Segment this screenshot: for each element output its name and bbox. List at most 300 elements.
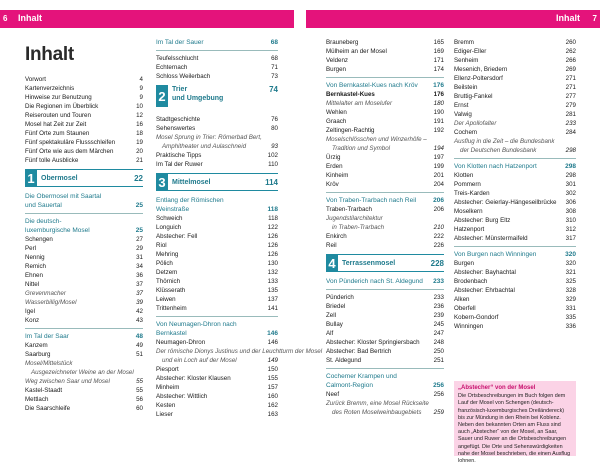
toc-entry-page: 157	[267, 384, 278, 391]
toc-entry-label: Fünf Orte zum Staunen	[25, 130, 90, 137]
toc-entry-label: Klüsserath	[156, 287, 186, 294]
toc-entry[interactable]	[25, 235, 143, 244]
toc-entry[interactable]	[25, 395, 143, 404]
toc-entry[interactable]	[326, 171, 444, 180]
toc-entry-page: 56	[136, 396, 143, 403]
toc-entry[interactable]	[326, 153, 444, 162]
toc-entry-label: Ellenz-Poltersdorf	[454, 75, 503, 82]
toc-entry[interactable]	[326, 408, 444, 417]
toc-entry[interactable]	[454, 268, 576, 277]
toc-entry-label: Grevenmacher	[25, 290, 66, 297]
toc-entry-label: Ernst	[454, 102, 469, 109]
right-page-header	[306, 10, 600, 28]
toc-entry-label: Abstecher: Geierlay-Hängeseilbrücke	[454, 199, 557, 206]
section-heading[interactable]: Im Tal der Sauer 68	[156, 39, 278, 46]
toc-entry[interactable]	[156, 115, 278, 124]
toc-entry-label: Lieser	[156, 411, 173, 418]
toc-entry-page: 321	[565, 269, 576, 276]
info-box	[454, 381, 576, 465]
toc-entry-page: 271	[565, 84, 576, 91]
left-page-number: 6	[3, 14, 8, 23]
toc-entry-label: Nennig	[25, 254, 45, 261]
toc-entry[interactable]	[326, 347, 444, 356]
toc-entry[interactable]	[454, 180, 576, 189]
toc-entry[interactable]	[156, 250, 278, 259]
toc-entry-label: Tradition und Symbol	[332, 145, 391, 152]
toc-entry[interactable]	[454, 207, 576, 216]
toc-entry-label: Bullay	[326, 321, 343, 328]
toc-entry-page: 204	[433, 181, 444, 188]
toc-entry[interactable]	[326, 338, 444, 347]
section-heading[interactable]: Die Obermosel mit Saartal und Sauertal 25	[25, 193, 143, 209]
toc-entry[interactable]	[156, 356, 278, 365]
toc-entry[interactable]	[25, 111, 143, 120]
toc-entry[interactable]	[326, 38, 444, 47]
chapter-4-header[interactable]	[326, 253, 444, 273]
toc-entry[interactable]	[454, 119, 576, 128]
toc-entry[interactable]	[25, 253, 143, 262]
toc-entry-page: 43	[136, 317, 143, 324]
toc-entry-page: 256	[433, 391, 444, 398]
toc-entry-label: Abstecher: Fell	[156, 233, 198, 240]
toc-entry[interactable]	[326, 390, 444, 399]
toc-entry[interactable]	[156, 268, 278, 277]
toc-column-4	[454, 38, 576, 331]
toc-entry-label: Zeltingen-Rachtig	[326, 127, 375, 134]
chapter-number: 3	[156, 173, 168, 191]
toc-entry-label: Konz	[25, 317, 40, 324]
toc-entry-page: 306	[565, 199, 576, 206]
toc-entry[interactable]	[25, 93, 143, 102]
toc-entry-page: 236	[433, 303, 444, 310]
toc-entry[interactable]	[454, 216, 576, 225]
toc-entry-page: 102	[267, 152, 278, 159]
toc-entry-label: Alf	[326, 330, 334, 337]
section-entries	[326, 205, 444, 250]
toc-entry[interactable]	[25, 386, 143, 395]
toc-entry-page: 12	[136, 112, 143, 119]
toc-entry-page: 176	[433, 91, 444, 98]
toc-entry-page: 250	[433, 348, 444, 355]
toc-entry-label: Graach	[326, 118, 347, 125]
intro-list	[25, 75, 143, 165]
toc-entry[interactable]	[156, 54, 278, 63]
toc-entry-page: 262	[565, 48, 576, 55]
toc-entry[interactable]	[326, 302, 444, 311]
toc-entry-label: Traben-Trarbach	[326, 206, 372, 213]
section-entries	[156, 214, 278, 313]
toc-entry-label: Weg zwischen Saar und Mosel	[25, 378, 110, 385]
toc-entry-page: 248	[433, 339, 444, 346]
page-title: Inhalt	[25, 44, 74, 65]
toc-entry[interactable]	[454, 295, 576, 304]
chapter-page: 22	[134, 173, 143, 183]
toc-entry[interactable]	[156, 347, 323, 356]
toc-entry-label: Thörnich	[156, 278, 181, 285]
toc-entry[interactable]	[25, 359, 143, 368]
toc-entry-page: 302	[565, 190, 576, 197]
toc-entry[interactable]	[156, 124, 278, 133]
toc-entry-label: Mettlach	[25, 396, 49, 403]
toc-entry[interactable]	[156, 223, 278, 232]
toc-entry-label: Brauneberg	[326, 39, 359, 46]
toc-entry[interactable]	[156, 401, 278, 410]
right-page-number: 7	[592, 14, 597, 23]
toc-entry-label: Mosel/Mittelstück	[25, 360, 73, 367]
toc-entry[interactable]	[156, 304, 278, 313]
toc-entry[interactable]	[25, 316, 143, 325]
toc-entry-label: Leiwen	[156, 296, 176, 303]
toc-entry[interactable]	[156, 277, 278, 286]
toc-entry[interactable]	[156, 241, 278, 250]
toc-entry[interactable]	[156, 142, 278, 151]
toc-entry-label: Wasserbillig/Mosel	[25, 299, 77, 306]
toc-entry-label: Detzem	[156, 269, 178, 276]
toc-entry-label: Abstecher: Bayhachtal	[454, 269, 516, 276]
toc-entry-label: Ausgezeichneter Weine an der Mosel	[31, 369, 134, 376]
toc-entry[interactable]	[326, 205, 444, 214]
toc-entry-page: 165	[433, 39, 444, 46]
toc-entry-label: in Traben-Trarbach	[332, 224, 385, 231]
toc-entry-label: Amphitheater und Aulaschneid	[162, 143, 247, 150]
toc-entry[interactable]	[454, 189, 576, 198]
toc-entry[interactable]	[454, 322, 576, 331]
toc-entry[interactable]	[156, 295, 278, 304]
toc-column-1	[25, 75, 143, 413]
toc-entry-page: 130	[267, 260, 278, 267]
toc-entry[interactable]	[156, 133, 278, 142]
toc-entry-page: 155	[267, 375, 278, 382]
divider	[326, 192, 444, 193]
toc-entry[interactable]	[25, 138, 143, 147]
toc-entry[interactable]	[25, 404, 143, 413]
toc-entry[interactable]	[326, 311, 444, 320]
toc-entry-page: 312	[565, 226, 576, 233]
section-entries	[326, 38, 444, 74]
toc-entry-page: 16	[136, 121, 143, 128]
toc-entry[interactable]	[25, 368, 143, 377]
toc-entry-label: Schloss Weilerbach	[156, 73, 211, 80]
toc-entry-page: 118	[268, 215, 278, 222]
toc-entry[interactable]	[454, 101, 576, 110]
toc-entry-page: 42	[136, 308, 143, 315]
toc-entry-page: 271	[565, 75, 576, 82]
toc-entry[interactable]	[326, 56, 444, 65]
toc-entry[interactable]	[326, 117, 444, 126]
toc-entry[interactable]	[156, 365, 278, 374]
chapter-number: 2	[156, 85, 168, 107]
toc-entry[interactable]	[454, 47, 576, 56]
divider	[326, 368, 444, 369]
toc-entry-page: 122	[267, 224, 278, 231]
divider	[326, 289, 444, 290]
toc-entry-page: 19	[136, 139, 143, 146]
toc-entry[interactable]	[454, 198, 576, 207]
toc-entry-page: 73	[271, 73, 278, 80]
toc-entry[interactable]	[326, 99, 444, 108]
section-heading[interactable]: Cochemer Krampen und Calmont-Region 256	[326, 373, 444, 389]
toc-entry-label: Kobern-Gondorf	[454, 314, 499, 321]
toc-entry-label: Erden	[326, 163, 343, 170]
toc-entry-label: Longuich	[156, 224, 182, 231]
toc-entry[interactable]	[156, 259, 278, 268]
toc-entry[interactable]	[454, 56, 576, 65]
toc-entry-page: 160	[267, 393, 278, 400]
toc-entry-label: Reil	[326, 242, 337, 249]
chapter-2-header[interactable]	[156, 85, 278, 109]
toc-entry-page: 4	[139, 76, 143, 83]
section-entries	[156, 54, 278, 81]
info-box-title: „Abstecher“ von der Mosel	[458, 385, 536, 391]
toc-entry[interactable]	[25, 156, 143, 165]
toc-entry[interactable]	[25, 298, 143, 307]
toc-entry-page: 60	[136, 405, 143, 412]
toc-entry-label: Alken	[454, 296, 470, 303]
toc-entry-label: Kinheim	[326, 172, 349, 179]
toc-entry-label: Cochem	[454, 129, 478, 136]
toc-entry-page: 71	[271, 64, 278, 71]
toc-entry[interactable]	[25, 75, 143, 84]
section-heading[interactable]: Von Burgen nach Winningen 320	[454, 251, 576, 258]
toc-entry-page: 206	[433, 206, 444, 213]
section-heading[interactable]: Von Neumagen-Dhron nach Bernkastel 146	[156, 321, 278, 337]
toc-entry-label: Saarburg	[25, 351, 51, 358]
toc-entry[interactable]	[326, 65, 444, 74]
toc-entry-label: Trittenheim	[156, 305, 187, 312]
toc-entry-label: Zell	[326, 312, 336, 319]
toc-entry-label: Jugendstilarchitektur	[326, 215, 383, 222]
toc-entry-page: 55	[136, 378, 143, 385]
section-entries	[156, 338, 323, 419]
toc-entry-page: 36	[136, 272, 143, 279]
toc-entry[interactable]	[156, 410, 278, 419]
toc-entry[interactable]	[25, 147, 143, 156]
toc-entry-page: 169	[433, 48, 444, 55]
toc-entry-label: Abstecher: Ehrbachtal	[454, 287, 515, 294]
toc-entry-page: 201	[433, 172, 444, 179]
toc-entry-page: 146	[267, 339, 278, 346]
left-header-title: Inhalt	[18, 13, 42, 23]
toc-entry-page: 320	[565, 260, 576, 267]
toc-entry[interactable]	[25, 129, 143, 138]
toc-entry-page: 9	[139, 85, 143, 92]
toc-entry-label: Vorwort	[25, 76, 46, 83]
toc-entry-page: 233	[565, 120, 576, 127]
toc-entry[interactable]	[25, 350, 143, 359]
toc-entry-label: Zurück Bremm, eine Mosel Rückseite	[326, 400, 429, 407]
chapter-name: Obermosel	[41, 174, 78, 182]
toc-entry-page: 132	[267, 269, 278, 276]
toc-entry-page: 298	[565, 172, 576, 179]
toc-entry[interactable]	[454, 38, 576, 47]
toc-entry-page: 336	[565, 323, 576, 330]
toc-entry[interactable]	[156, 383, 278, 392]
section-heading[interactable]: Von Traben-Trarbach nach Reil 206	[326, 197, 444, 204]
toc-entry-page: 226	[433, 242, 444, 249]
toc-entry-label: Der Apollofalter	[454, 120, 497, 127]
toc-entry[interactable]	[326, 320, 444, 329]
toc-entry[interactable]	[326, 232, 444, 241]
toc-entry[interactable]	[454, 65, 576, 74]
toc-entry[interactable]	[25, 84, 143, 93]
toc-entry[interactable]	[25, 262, 143, 271]
divider	[454, 158, 576, 159]
toc-entry[interactable]	[326, 162, 444, 171]
toc-entry[interactable]	[156, 160, 278, 169]
toc-entry-page: 260	[565, 39, 576, 46]
toc-entry-label: Veldenz	[326, 57, 349, 64]
toc-entry-page: 18	[136, 130, 143, 137]
toc-entry-page: 210	[433, 224, 444, 231]
toc-entry[interactable]	[156, 338, 278, 347]
toc-entry-page: 245	[433, 321, 444, 328]
section-entries	[326, 390, 444, 417]
toc-entry[interactable]	[326, 399, 444, 408]
toc-entry-label: Pommern	[454, 181, 481, 188]
toc-entry[interactable]	[326, 108, 444, 117]
toc-entry[interactable]	[25, 289, 143, 298]
toc-entry[interactable]	[156, 374, 278, 383]
toc-entry-page: 284	[565, 129, 576, 136]
chapter-name: Mittelmosel	[172, 178, 211, 186]
toc-entry-page: 197	[433, 154, 444, 161]
toc-entry-label: Mehring	[156, 251, 179, 258]
toc-entry-label: Mesenich, Briedern	[454, 66, 508, 73]
toc-entry-label: Valwig	[454, 111, 472, 118]
section-heading[interactable]: Im Tal der Saar 48	[25, 333, 143, 340]
left-page-header	[0, 10, 294, 28]
divider	[156, 316, 278, 317]
toc-entry[interactable]	[25, 377, 143, 386]
toc-entry-label: Kanzem	[25, 342, 48, 349]
divider	[156, 50, 278, 51]
section-heading[interactable]: Von Pünderich nach St. Aldegund 233	[326, 278, 444, 285]
toc-entry-label: Enkirch	[326, 233, 347, 240]
toc-entry-label: Mittelalter am Moselufer	[326, 100, 393, 107]
toc-entry[interactable]	[326, 356, 444, 365]
toc-entry[interactable]	[156, 63, 278, 72]
toc-entry[interactable]	[156, 232, 278, 241]
section-heading[interactable]: Entlang der Römischen Weinstraße 118	[156, 197, 278, 213]
chapter-3-header[interactable]	[156, 172, 278, 192]
section-heading[interactable]: Die deutsch-luxemburgische Mosel 25	[25, 218, 143, 234]
toc-entry[interactable]	[156, 151, 278, 160]
toc-entry[interactable]	[326, 126, 444, 135]
divider	[25, 213, 143, 214]
toc-entry-page: 233	[433, 294, 444, 301]
toc-entry-label: Kröv	[326, 181, 339, 188]
toc-entry[interactable]	[156, 72, 278, 81]
toc-entry-page: 135	[267, 287, 278, 294]
toc-entry-label: Senheim	[454, 57, 479, 64]
toc-entry[interactable]	[326, 180, 444, 189]
toc-entry[interactable]	[326, 329, 444, 338]
toc-entry-page: 269	[565, 66, 576, 73]
toc-entry-label: Ürzig	[326, 154, 341, 161]
toc-entry-label: Die Saarschleife	[25, 405, 71, 412]
toc-entry[interactable]	[454, 128, 576, 137]
toc-entry[interactable]	[454, 277, 576, 286]
toc-entry[interactable]	[454, 313, 576, 322]
toc-column-2	[156, 38, 323, 419]
toc-entry[interactable]	[454, 146, 576, 155]
toc-entry-page: 110	[268, 161, 278, 168]
toc-entry[interactable]	[454, 234, 576, 243]
toc-entry[interactable]	[326, 223, 444, 232]
toc-entry[interactable]	[326, 144, 444, 153]
toc-entry[interactable]	[454, 110, 576, 119]
toc-entry-page: 37	[136, 290, 143, 297]
toc-entry[interactable]	[326, 241, 444, 250]
toc-entry-label: St. Aldegund	[326, 357, 362, 364]
toc-entry[interactable]	[25, 341, 143, 350]
divider	[454, 246, 576, 247]
toc-entry-label: Fünf Orte wie aus dem Märchen	[25, 148, 114, 155]
toc-entry[interactable]	[454, 92, 576, 101]
toc-entry[interactable]	[25, 244, 143, 253]
toc-entry-label: Der römische Dionys Justinus und der Leuchtturm der Mosel	[156, 348, 323, 355]
toc-entry[interactable]	[326, 135, 444, 144]
section-heading[interactable]: Von Bernkastel-Kues nach Kröv 176	[326, 82, 444, 89]
toc-entry-label: Remich	[25, 263, 46, 270]
toc-entry[interactable]	[156, 392, 278, 401]
section-heading[interactable]: Von Klotten nach Hatzenport 298	[454, 163, 576, 170]
toc-entry[interactable]	[454, 225, 576, 234]
toc-entry[interactable]	[25, 307, 143, 316]
toc-entry[interactable]	[454, 304, 576, 313]
toc-entry[interactable]	[156, 286, 278, 295]
toc-entry[interactable]	[326, 47, 444, 56]
toc-entry[interactable]	[25, 271, 143, 280]
toc-entry[interactable]	[326, 90, 444, 99]
toc-entry-page: 194	[433, 145, 444, 152]
toc-entry-page: 55	[136, 387, 143, 394]
toc-entry-page: 51	[136, 351, 143, 358]
toc-entry[interactable]	[454, 286, 576, 295]
chapter-name-line-1: Trier	[172, 86, 188, 93]
toc-entry[interactable]	[25, 280, 143, 289]
toc-entry[interactable]	[156, 214, 278, 223]
toc-entry-page: 9	[139, 94, 143, 101]
toc-entry-page: 150	[267, 366, 278, 373]
section-entries	[454, 38, 576, 155]
chapter-1-header[interactable]	[25, 168, 143, 188]
toc-entry[interactable]	[326, 293, 444, 302]
toc-entry[interactable]	[25, 120, 143, 129]
toc-entry-label: Oberfell	[454, 305, 476, 312]
toc-entry-page: 266	[565, 57, 576, 64]
toc-entry-page: 298	[565, 147, 576, 154]
toc-entry[interactable]	[454, 171, 576, 180]
toc-entry-label: Briedel	[326, 303, 346, 310]
toc-entry-page: 199	[433, 163, 444, 170]
toc-entry[interactable]	[25, 102, 143, 111]
chapter-number: 1	[25, 169, 37, 187]
toc-entry-label: Piesport	[156, 366, 179, 373]
toc-entry[interactable]	[454, 259, 576, 268]
toc-entry[interactable]	[326, 214, 444, 223]
toc-entry-page: 277	[565, 93, 576, 100]
chapter-page: 74	[269, 85, 278, 94]
toc-entry-label: Brodenbach	[454, 278, 488, 285]
toc-entry[interactable]	[454, 83, 576, 92]
toc-entry[interactable]	[454, 74, 576, 83]
section-entries	[454, 171, 576, 243]
toc-entry[interactable]	[454, 137, 576, 146]
toc-entry-label: Fünf tolle Ausblicke	[25, 157, 79, 164]
toc-entry-label: Ediger-Eller	[454, 48, 487, 55]
toc-entry-page: 76	[271, 116, 278, 123]
